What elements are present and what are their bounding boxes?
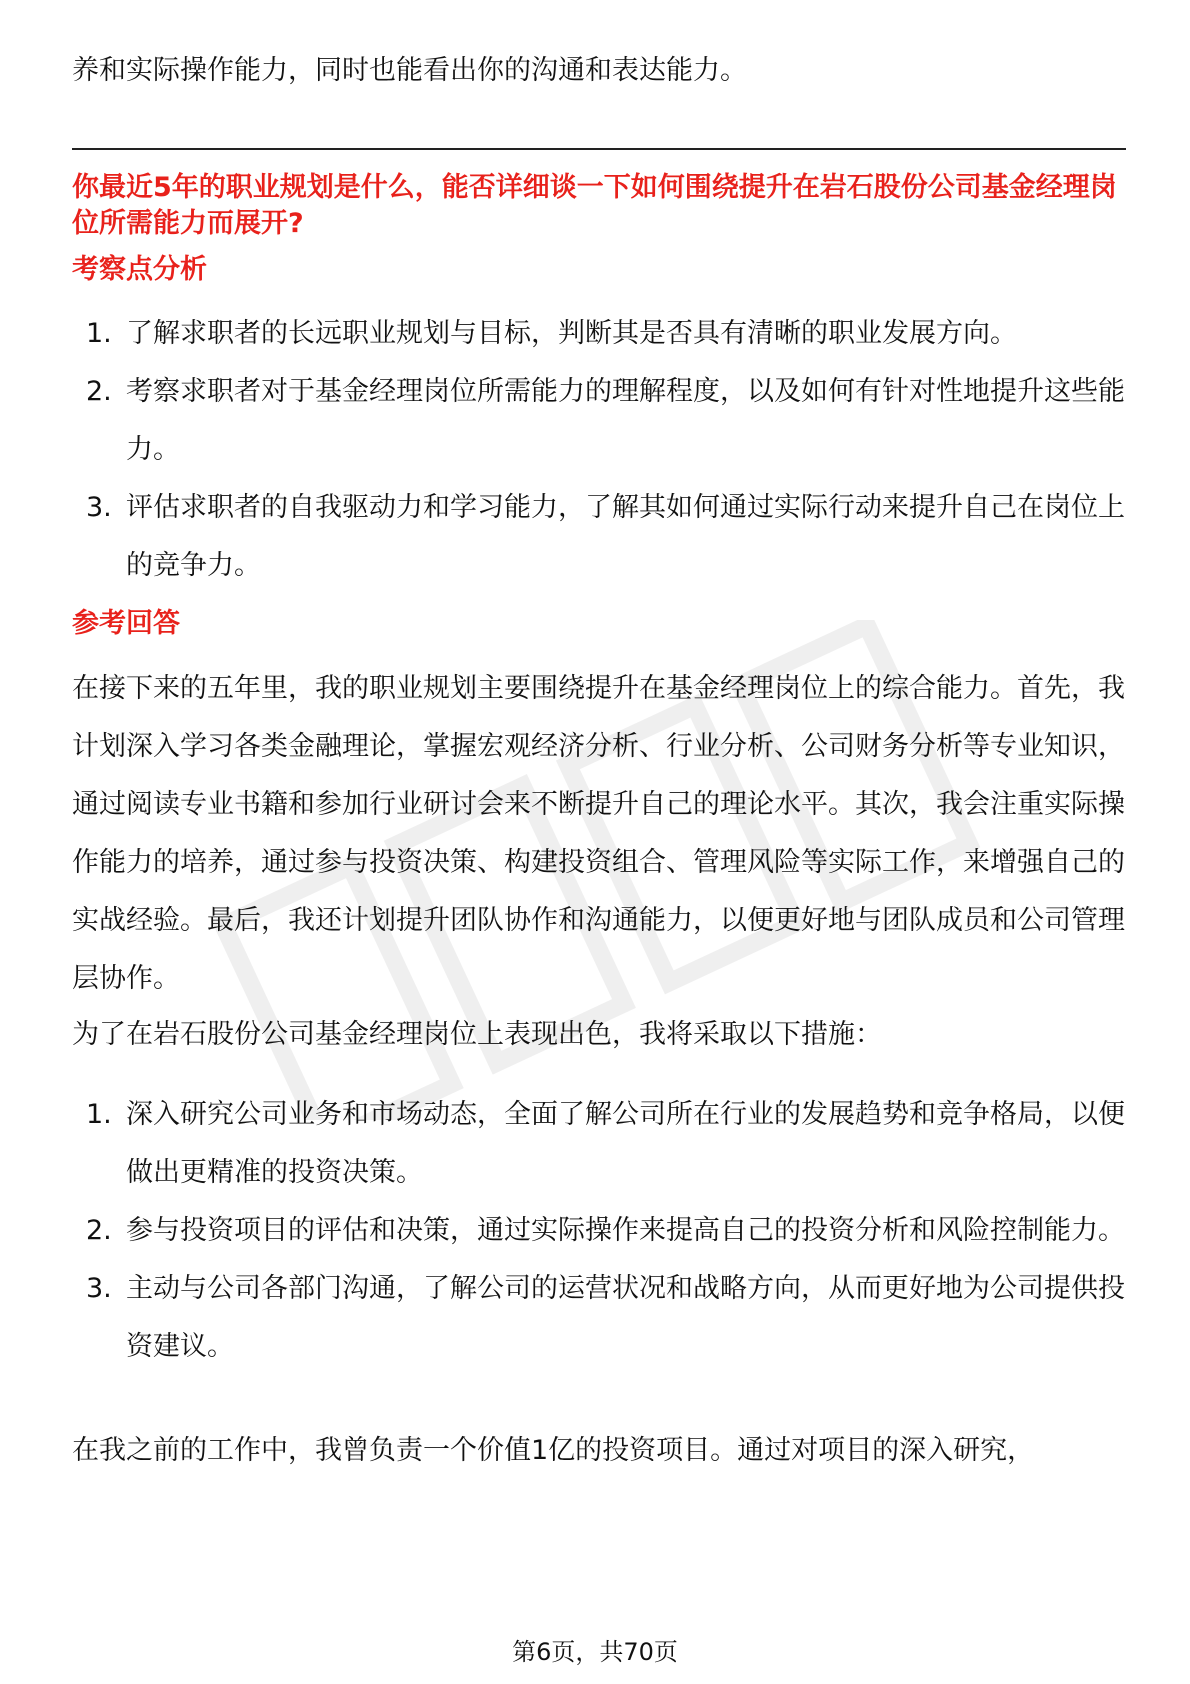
page-footer: 第6页，共70页 <box>512 1638 678 1666</box>
list-item: 2. 参与投资项目的评估和决策，通过实际操作来提高自己的投资分析和风险控制能力。 <box>86 1215 1125 1246</box>
list-item: 2. 考察求职者对于基金经理岗位所需能力的理解程度，以及如何有针对性地提升这些能力。 <box>86 376 1125 465</box>
analysis-title: 考察点分析 <box>72 254 207 285</box>
list-item: 1. 深入研究公司业务和市场动态，全面了解公司所在行业的发展趋势和竞争格局，以便做出更精准的投资决策。 <box>86 1099 1125 1188</box>
section-divider <box>72 148 1126 150</box>
answer-title: 参考回答 <box>72 608 180 639</box>
answer-paragraph-3: 在我之前的工作中，我曾负责一个价值1亿的投资项目。通过对项目的深入研究， <box>72 1435 1035 1466</box>
question-heading: 你最近5年的职业规划是什么，能否详细谈一下如何围绕提升在岩石股份公司基金经理岗位所需能力而展开? <box>72 172 1117 239</box>
measures-list <box>72 1086 1126 1376</box>
list-item: 1. 了解求职者的长远职业规划与目标，判断其是否具有清晰的职业发展方向。 <box>86 318 1017 349</box>
list-item: 3. 评估求职者的自我驱动力和学习能力，了解其如何通过实际行动来提升自己在岗位上的竞争力。 <box>86 492 1125 581</box>
answer-paragraph-1: 在接下来的五年里，我的职业规划主要围绕提升在基金经理岗位上的综合能力。首先，我计划深入学习各类金融理论，掌握宏观经济分析、行业分析、公司财务分析等专业知识，通过阅读专业书籍和参加行业研讨会来不断提升自己的理论水平。其次，我会注重实际操作能力的培养，通过参与投资决策、构建投资组合、管理风险等实际工作，来增强自己的实战经验。最后，我还计划提升团队协作和沟通能力，以便更好地与团队成员和公司管理层协作。 <box>72 673 1125 994</box>
analysis-list <box>72 305 1126 595</box>
list-item: 3. 主动与公司各部门沟通，了解公司的运营状况和战略方向，从而更好地为公司提供投资建议。 <box>86 1273 1125 1362</box>
answer-paragraph-2: 为了在岩石股份公司基金经理岗位上表现出色，我将采取以下措施： <box>72 1019 882 1050</box>
top-continuation-text: 养和实际操作能力，同时也能看出你的沟通和表达能力。 <box>72 55 747 86</box>
